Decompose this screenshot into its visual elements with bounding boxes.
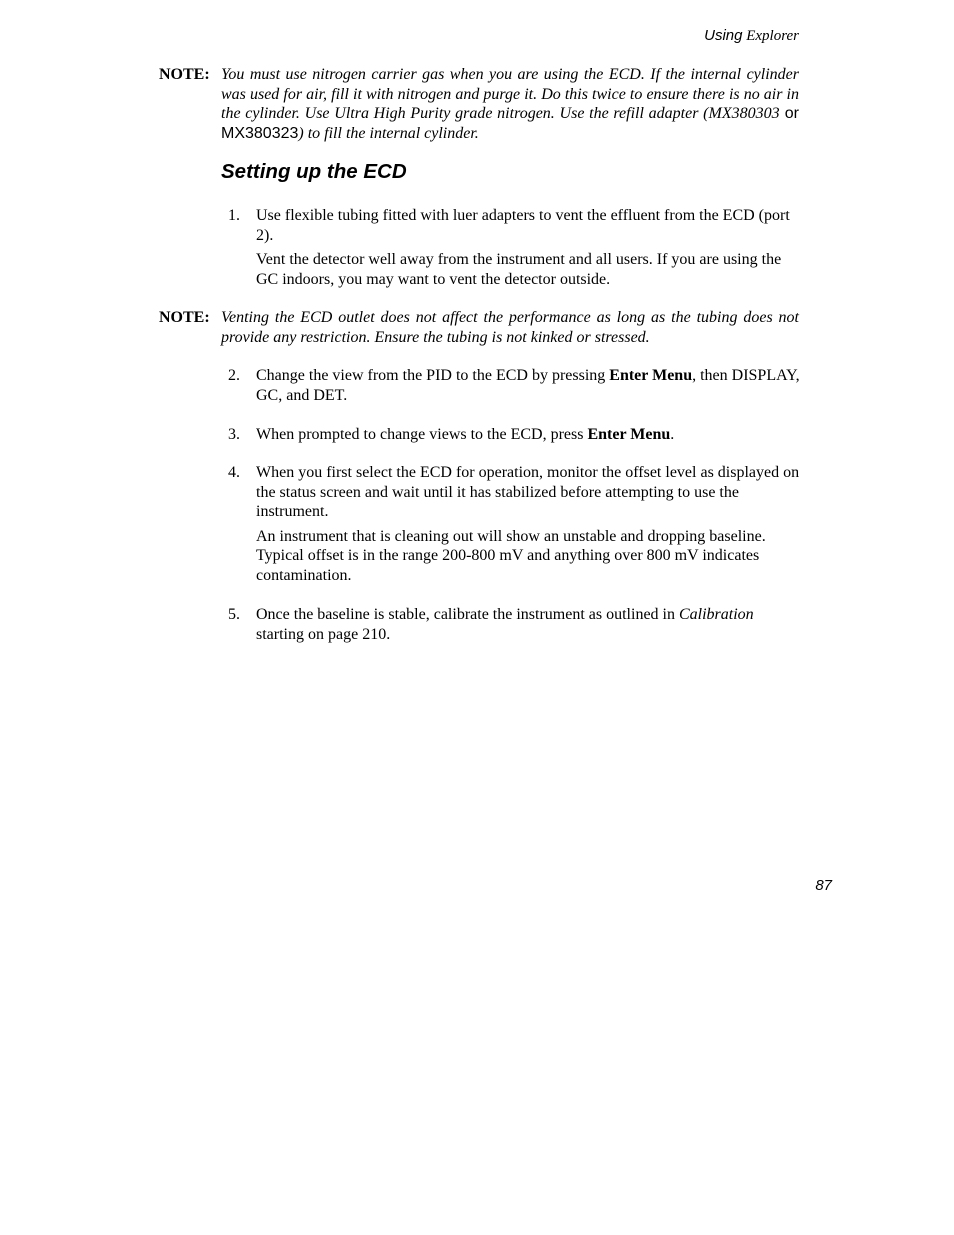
step-1 — [228, 206, 804, 289]
step-text-a: When prompted to change views to the ECD, press — [256, 426, 588, 443]
note-body: Venting the ECD outlet does not affect the performance as long as the tubing does not provide any restriction. Ensure the tubing is not kinked or stressed. — [221, 309, 799, 346]
step-text: When you first select the ECD for operation, monitor the offset level as displayed on the status screen and wait until it has stabilized before attempting to use the instrument. — [256, 464, 800, 520]
step-subtext: Vent the detector well away from the instrument and all users. If you are using the GC indoors, you may want to vent the detector outside. — [256, 251, 782, 288]
note-text: You must use nitrogen carrier gas when you are using the ECD. If the internal cylinder was used for air, fill it with nitrogen and purge it. Do this twice to ensure there is no air in the cylinder. Use Ultra High Purity grade nitrogen. Use the refill adapter (MX380303 — [221, 66, 799, 122]
step-subtext: An instrument that is cleaning out will show an unstable and dropping baseline. Typical offset is in the range 200-800 mV and anything over 800 mV indicates contamination. — [256, 527, 766, 584]
step-number: 4. — [228, 464, 240, 481]
step-number: 2. — [228, 367, 240, 384]
note-venting — [159, 308, 799, 347]
note-part-number: or MX380323 — [221, 105, 800, 142]
step-text-a: Once the baseline is stable, calibrate the instrument as outlined in — [256, 606, 679, 623]
step-2 — [228, 366, 804, 405]
step-text — [256, 425, 804, 445]
running-head-product: Explorer — [746, 28, 799, 44]
step-text-b: starting on page 210. — [256, 625, 391, 643]
step-number: 1. — [228, 207, 240, 224]
step-5 — [228, 605, 804, 644]
step-number: 3. — [228, 426, 240, 443]
step-text-a: Change the view from the PID to the ECD by pressing — [256, 367, 610, 384]
step-text-b: , then DISPLAY, GC, and DET. — [256, 367, 800, 404]
note-text-end: ) to fill the internal cylinder. — [298, 124, 479, 142]
note-nitrogen — [159, 65, 799, 143]
running-head-word: Using — [704, 27, 743, 44]
step-reference: Calibration — [678, 606, 754, 623]
step-number: 5. — [228, 606, 240, 623]
step-3 — [228, 425, 804, 445]
page-number: 87 — [815, 877, 832, 894]
step-4 — [228, 463, 804, 585]
section-heading: Setting up the ECD — [221, 160, 407, 183]
running-head — [600, 27, 799, 45]
step-text — [256, 366, 804, 405]
step-key-label: Enter Menu — [609, 367, 693, 384]
step-key-label: Enter Menu — [587, 426, 671, 443]
note-label: NOTE: — [159, 66, 210, 83]
note-label: NOTE: — [159, 309, 210, 326]
step-text: Use flexible tubing fitted with luer adapters to vent the effluent from the ECD (port 2). — [256, 207, 790, 244]
step-text-b: . — [670, 426, 675, 443]
step-text — [256, 605, 804, 644]
note-body — [221, 65, 799, 143]
